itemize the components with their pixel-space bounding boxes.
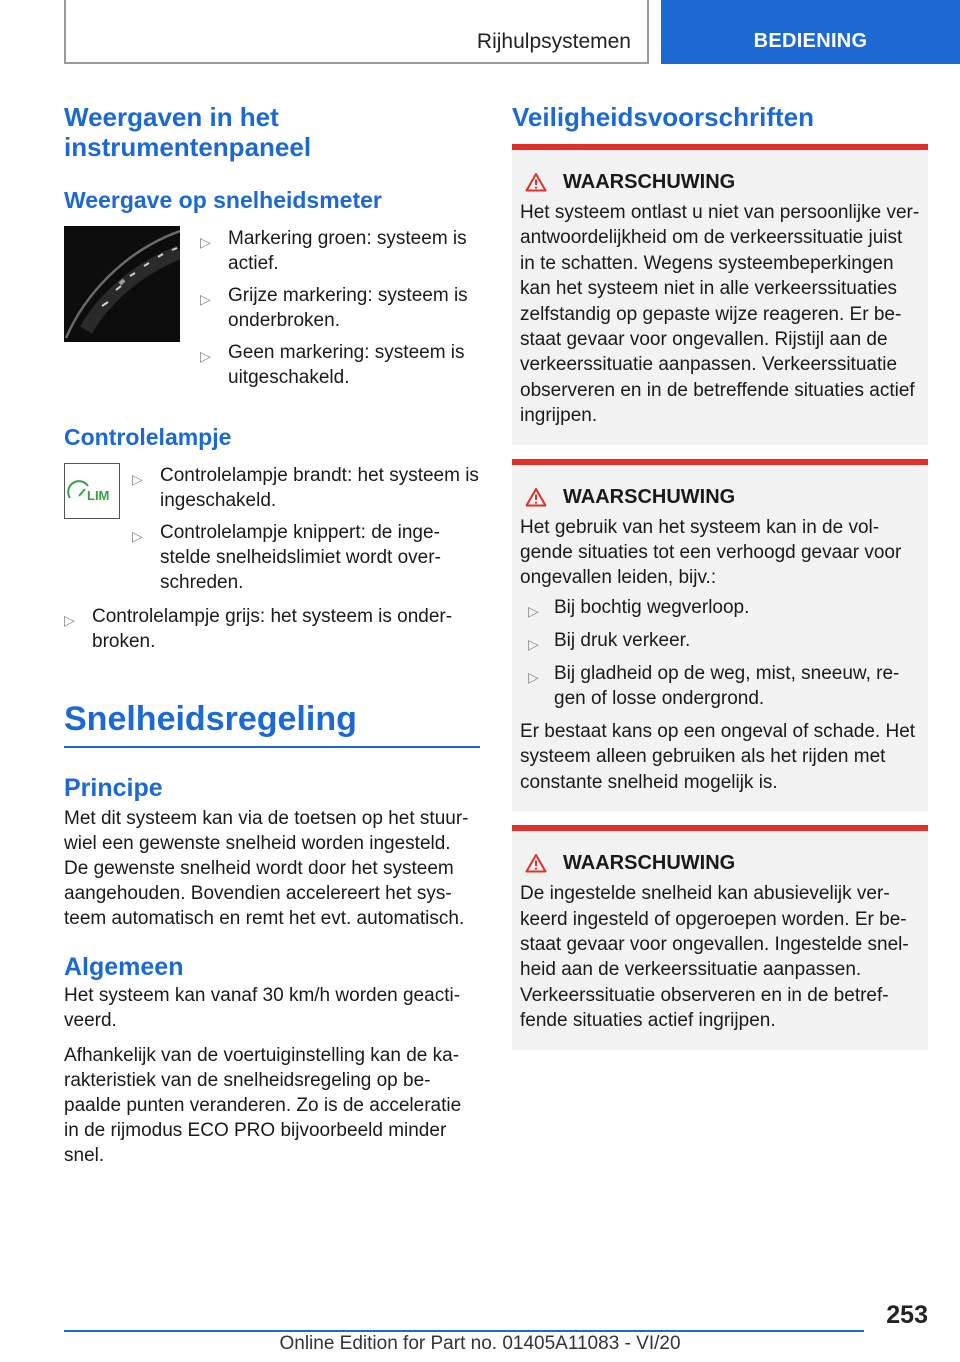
warning-outro: Er bestaat kans op een ongeval of schade. Het systeem alleen gebruiken als het rijden met constante snelheid mogelijk is. bbox=[520, 720, 916, 793]
triangle-bullet-icon: ▷ bbox=[528, 668, 539, 685]
principle-text: Met dit systeem kan via de toetsen op het stuurwiel een gewenste snelheid worden ingesteld. De gewenste snelheid wordt door het systeem aangehouden. Bovendien accelereert het systeem automatisch en remt het evt. automatisch. bbox=[64, 808, 469, 929]
heading-indicator: Controlelampje bbox=[64, 424, 232, 450]
heading-safety: Veiligheidsvoorschriften bbox=[512, 102, 814, 132]
speedometer-section bbox=[64, 226, 480, 397]
speedometer-list bbox=[200, 226, 480, 397]
triangle-bullet-icon: ▷ bbox=[528, 602, 539, 619]
heading-principle: Principe bbox=[64, 774, 163, 802]
warning-text: Het systeem ontlast u niet van persoonlijke verantwoordelijkheid om de verkeerssituatie juist in te schatten. Wegens systeembeperkingen kan het systeem niet in alle verkeerssituaties zelfstandig op gepaste wijze reageren. Er bestaat gevaar voor ongevallen. Rijstijl aan de verkeerssituatie aanpassen. Verkeerssituatie observeren en in de betreffende situaties actief ingrijpen. bbox=[520, 202, 920, 427]
triangle-bullet-icon: ▷ bbox=[200, 234, 211, 250]
warning-list bbox=[520, 595, 920, 711]
list-item: ▷ Markering groen: systeem is actief. bbox=[200, 228, 467, 274]
speed-limiter-icon bbox=[66, 476, 118, 506]
triangle-bullet-icon: ▷ bbox=[528, 635, 539, 652]
speedometer-dial-icon bbox=[64, 226, 180, 342]
warning-box-3 bbox=[512, 825, 928, 1049]
warning-title: WAARSCHUWING bbox=[525, 170, 920, 194]
list-item: ▷ Bij bochtig wegverloop. bbox=[520, 595, 920, 620]
warning-triangle-icon bbox=[525, 172, 547, 192]
svg-text:LIM: LIM bbox=[87, 488, 110, 503]
footer-rule bbox=[64, 1330, 864, 1332]
indicator-list bbox=[132, 463, 480, 602]
heading-cruise-control: Snelheidsregeling bbox=[64, 700, 357, 738]
heading-displays: Weergaven in het instrumentenpaneel bbox=[64, 102, 312, 162]
right-column bbox=[512, 102, 928, 1050]
list-item: ▷ Grijze markering: systeem is onderbroken. bbox=[200, 285, 468, 331]
heading-rule bbox=[64, 746, 480, 748]
list-item: ▷ Controlelampje grijs: het systeem is onderbroken. bbox=[64, 606, 453, 652]
footer-edition: Online Edition for Part no. 01405A11083 - VI/20 bbox=[279, 1333, 681, 1354]
indicator-list-extra bbox=[64, 604, 480, 654]
general-text-2: Afhankelijk van de voertuiginstelling kan de karakteristiek van de snelheidsregeling op bepaalde punten veranderen. Zo is de acceleratie in de rijmodus ECO PRO bijvoorbeeld minder snel. bbox=[64, 1045, 462, 1166]
header-section-title: Rijhulpsystemen bbox=[476, 30, 631, 53]
warning-triangle-icon bbox=[525, 853, 547, 873]
warning-triangle-icon bbox=[525, 487, 547, 507]
general-text-1: Het systeem kan vanaf 30 km/h worden geactiveerd. bbox=[64, 985, 461, 1031]
triangle-bullet-icon: ▷ bbox=[132, 471, 143, 487]
triangle-bullet-icon: ▷ bbox=[132, 528, 143, 544]
indicator-section bbox=[64, 463, 480, 602]
list-item: ▷ Bij gladheid op de weg, mist, sneeuw, regen of losse ondergrond. bbox=[528, 662, 900, 709]
triangle-bullet-icon: ▷ bbox=[64, 612, 75, 628]
warning-title: WAARSCHUWING bbox=[525, 851, 920, 875]
page-number: 253 bbox=[886, 1301, 928, 1329]
triangle-bullet-icon: ▷ bbox=[200, 348, 211, 364]
list-item: ▷ Geen markering: systeem is uitgeschakeld. bbox=[200, 342, 465, 388]
speedometer-image bbox=[64, 226, 180, 342]
left-column bbox=[64, 102, 480, 1168]
lim-indicator-icon bbox=[64, 463, 120, 519]
list-item: ▷ Bij druk verkeer. bbox=[520, 628, 920, 653]
triangle-bullet-icon: ▷ bbox=[200, 291, 211, 307]
header-chapter-label: BEDIENING bbox=[753, 30, 868, 52]
warning-text: De ingestelde snelheid kan abusievelijk verkeerd ingesteld of opgeroepen worden. Er bestaat gevaar voor ongevallen. Ingestelde snelheid aan de verkeerssituatie aanpassen. Verkeerssituatie observeren en in de betreffende situaties actief ingrijpen. bbox=[520, 883, 909, 1032]
header-chapter-tab bbox=[661, 0, 960, 64]
list-item: ▷ Controlelampje brandt: het systeem is ingeschakeld. bbox=[132, 465, 479, 511]
warning-intro: Het gebruik van het systeem kan in de volgende situaties tot een verhoogd gevaar voor ongevallen leiden, bijv.: bbox=[520, 516, 902, 589]
warning-box-2 bbox=[512, 459, 928, 811]
warning-title: WAARSCHUWING bbox=[525, 485, 920, 509]
heading-general: Algemeen bbox=[64, 953, 184, 981]
warning-box-1 bbox=[512, 144, 928, 445]
heading-speedometer: Weergave op snelheidsmeter bbox=[64, 187, 382, 213]
header-section-box bbox=[64, 0, 649, 64]
list-item: ▷ Controlelampje knippert: de ingestelde snelheidslimiet wordt overschreden. bbox=[132, 522, 441, 593]
